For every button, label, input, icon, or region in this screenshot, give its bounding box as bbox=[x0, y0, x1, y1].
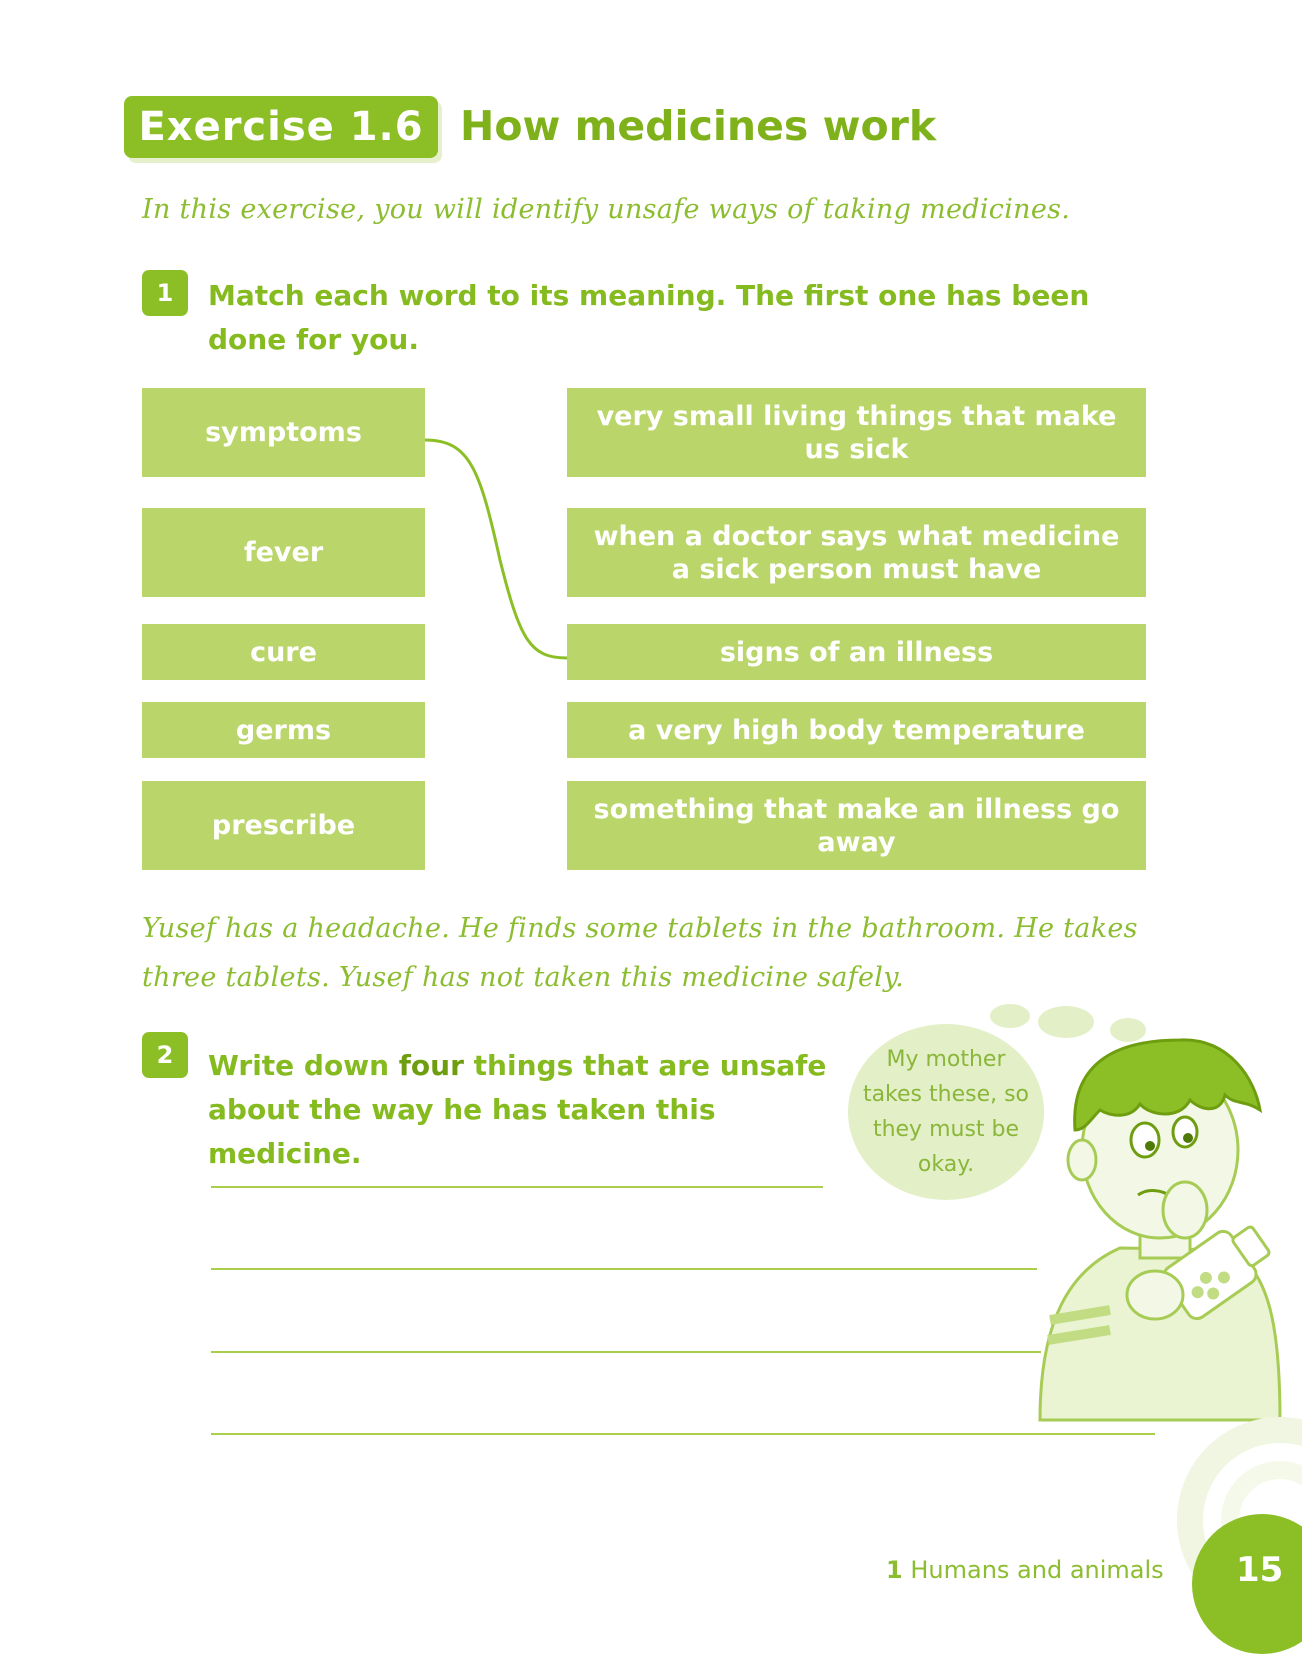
chapter-label: 1 Humans and animals bbox=[886, 1556, 1164, 1584]
exercise-title: How medicines work bbox=[460, 102, 937, 150]
exercise-badge: Exercise 1.6 bbox=[124, 96, 438, 158]
question-1-text: Match each word to its meaning. The first one has been done for you. bbox=[208, 279, 1090, 356]
word-box-prescribe[interactable]: prescribe bbox=[142, 781, 425, 870]
page-number: 15 bbox=[1192, 1514, 1302, 1654]
word-box-cure[interactable]: cure bbox=[142, 624, 425, 680]
question-1-number: 1 bbox=[142, 270, 188, 316]
intro-text: In this exercise, you will identify unsafe ways of taking medicines. bbox=[142, 194, 1071, 225]
meaning-box-fever-definition[interactable]: a very high body temperature bbox=[567, 702, 1146, 758]
question-2-number: 2 bbox=[142, 1032, 188, 1078]
word-box-symptoms[interactable]: symptoms bbox=[142, 388, 425, 477]
word-box-fever[interactable]: fever bbox=[142, 508, 425, 597]
meaning-box-symptoms-definition[interactable]: signs of an illness bbox=[567, 624, 1146, 680]
emphasis-four: four bbox=[398, 1049, 464, 1082]
story-text: Yusef has a headache. He finds some tablets in the bathroom. He takes three tablets. Yusef has not taken this medicine safely. bbox=[142, 913, 1138, 993]
boy-with-medicine-bottle-illustration bbox=[1030, 1020, 1302, 1430]
word-box-germs[interactable]: germs bbox=[142, 702, 425, 758]
question-2-text: Write down four things that are unsafe about the way he has taken this medicine. bbox=[208, 1049, 827, 1170]
meaning-box-cure-definition[interactable]: something that make an illness go away bbox=[567, 781, 1146, 870]
speech-bubble: My mother takes these, so they must be okay. bbox=[848, 1024, 1044, 1200]
meaning-box-germs-definition[interactable]: very small living things that make us sick bbox=[567, 388, 1146, 477]
meaning-box-prescribe-definition[interactable]: when a doctor says what medicine a sick person must have bbox=[567, 508, 1146, 597]
